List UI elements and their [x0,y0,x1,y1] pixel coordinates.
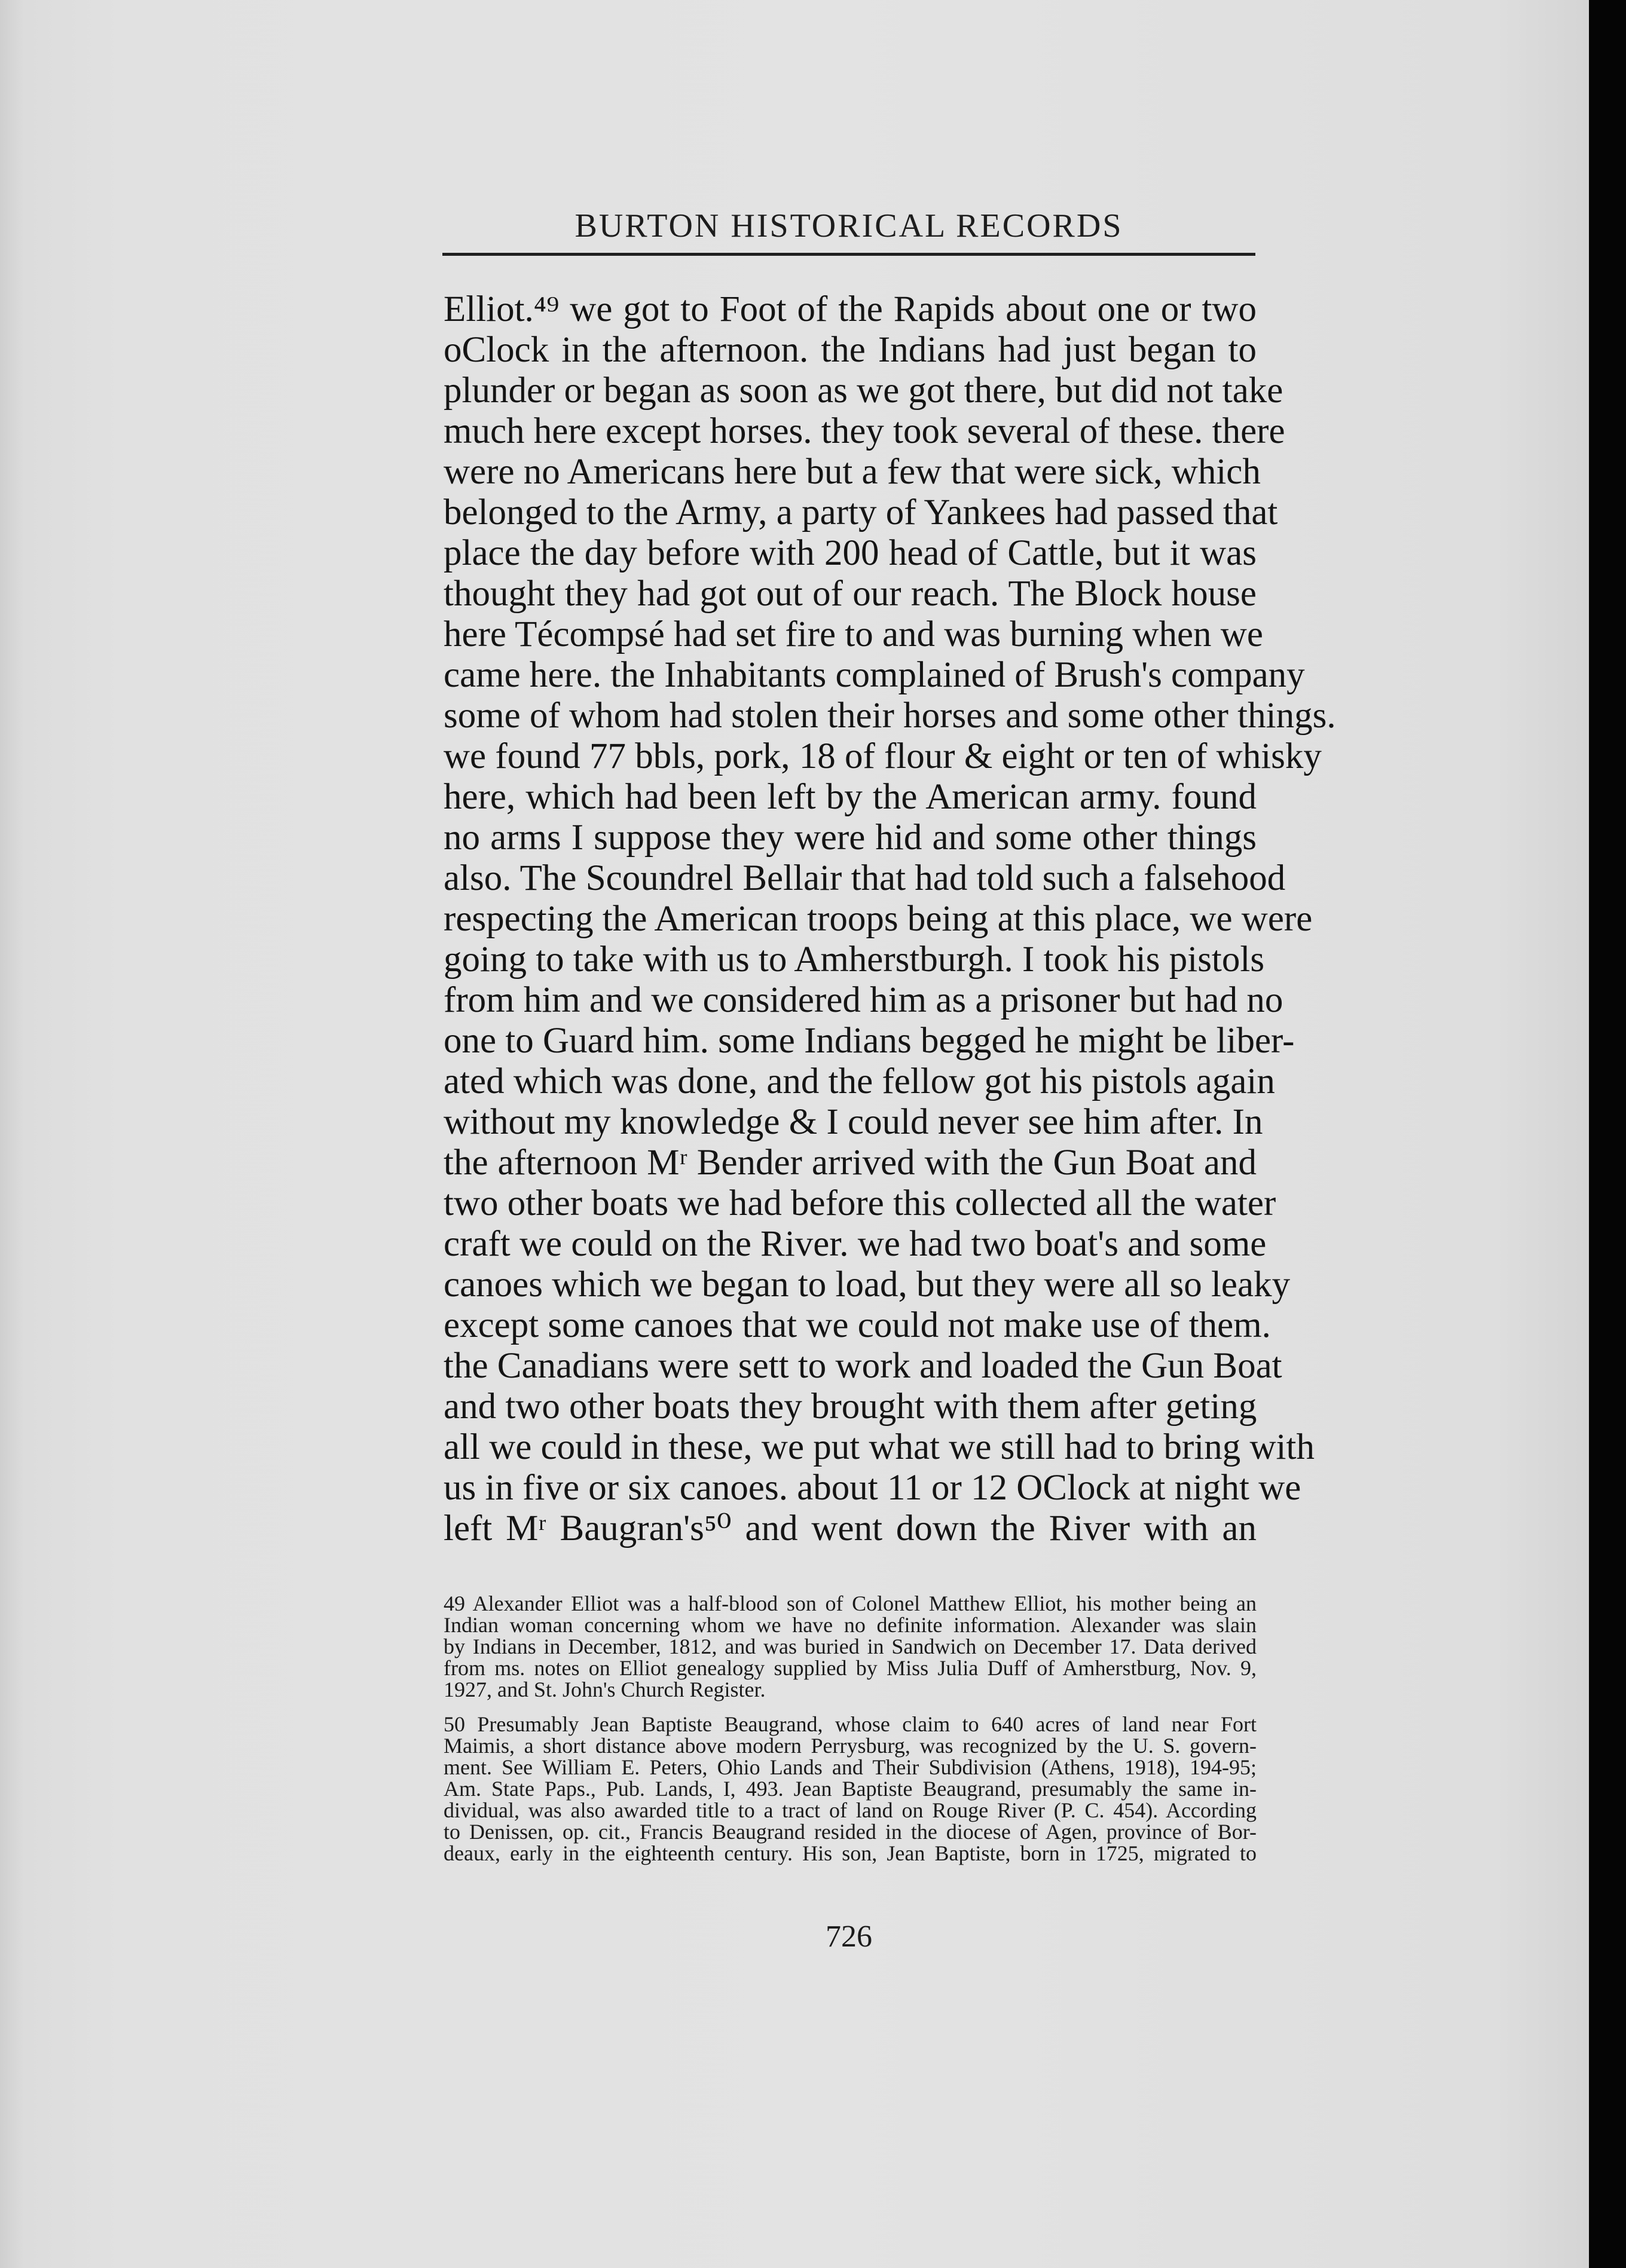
body-line: the afternoon Mʳ Bender arrived with the Gun Boat and [444,1143,1257,1183]
body-line: also. The Scoundrel Bellair that had told such a falsehood [444,858,1286,898]
footnotes [444,1593,1257,1864]
footnote-line: Am. State Paps., Pub. Lands, I, 493. Jean Baptiste Beaugrand, presumably the same in- [444,1777,1257,1801]
body-line: oClock in the afternoon. the Indians had just began to [444,330,1257,370]
body-line: ated which was done, and the fellow got his pistols again [444,1061,1275,1101]
body-line: respecting the American troops being at this place, we were [444,899,1313,939]
body-line: thought they had got out of our reach. The Block house [444,574,1257,614]
body-line: here Técompsé had set fire to and was burning when we [444,614,1263,654]
body-line: no arms I suppose they were hid and some other things [444,818,1257,858]
body-line: belonged to the Army, a party of Yankees had passed that [444,492,1278,532]
body-line: came here. the Inhabitants complained of Brush's company [444,655,1305,695]
footnote-line: Indian woman concerning whom we have no definite information. Alexander was slain [444,1613,1257,1637]
footnote-line: deaux, early in the eighteenth century. His son, Jean Baptiste, born in 1725, migrated to [444,1841,1257,1865]
body-line: canoes which we began to load, but they were all so leaky [444,1265,1291,1305]
footnote-50 [444,1713,1257,1864]
body-line: some of whom had stolen their horses and some other things. [444,696,1336,736]
footnote-line: by Indians in December, 1812, and was buried in Sandwich on December 17. Data derived [444,1635,1257,1658]
body-line: from him and we considered him as a prisoner but had no [444,980,1283,1020]
footnote-line: Maimis, a short distance above modern Perrysburg, was recognized by the U. S. govern- [444,1734,1257,1758]
body-line: and two other boats they brought with them after geting [444,1386,1257,1427]
footnote-gap [444,1700,1257,1713]
body-line: the Canadians were sett to work and loaded the Gun Boat [444,1346,1282,1386]
body-line: left Mʳ Baugran's⁵⁰ and went down the River with an [444,1508,1257,1548]
body-line: craft we could on the River. we had two boat's and some [444,1224,1267,1264]
body-line: us in five or six canoes. about 11 or 12 OClock at night we [444,1468,1301,1508]
body-line: Elliot.⁴⁹ we got to Foot of the Rapids about one or two [444,289,1257,329]
footnote-line: 50 Presumably Jean Baptiste Beaugrand, whose claim to 640 acres of land near Fort [444,1712,1257,1736]
running-head: BURTON HISTORICAL RECORDS [574,207,1123,244]
footnote-line: ment. See William E. Peters, Ohio Lands and Their Subdivision (Athens, 1918), 194-95; [444,1755,1257,1779]
body-line: except some canoes that we could not make use of them. [444,1305,1271,1345]
body-line: much here except horses. they took several of these. there [444,411,1285,451]
scan-edge-shadow [1589,0,1626,2268]
body-line: place the day before with 200 head of Cattle, but it was [444,533,1257,573]
body-line: two other boats we had before this collected all the water [444,1183,1276,1223]
body-line: going to take with us to Amherstburgh. I took his pistols [444,939,1265,980]
body-line: all we could in these, we put what we still had to bring with [444,1427,1315,1467]
footnote-line: dividual, was also awarded title to a tract of land on Rouge River (P. C. 454). According [444,1798,1257,1822]
footnote-49 [444,1593,1257,1700]
body-text [444,289,1336,1549]
body-line: without my knowledge & I could never see him after. In [444,1102,1263,1142]
body-line: here, which had been left by the American army. found [444,777,1257,817]
running-head-rule [442,253,1255,256]
body-line: we found 77 bbls, pork, 18 of flour & eight or ten of whisky [444,736,1322,776]
body-line: were no Americans here but a few that were sick, which [444,452,1261,492]
footnote-line: 1927, and St. John's Church Register. [444,1678,766,1701]
footnote-line: 49 Alexander Elliot was a half-blood son of Colonel Matthew Elliot, his mother being an [444,1591,1257,1615]
body-line: plunder or began as soon as we got there, but did not take [444,371,1283,411]
body-line: one to Guard him. some Indians begged he might be liber- [444,1021,1295,1061]
footnote-line: to Denissen, op. cit., Francis Beaugrand resided in the diocese of Agen, province of Bor- [444,1820,1257,1844]
footnote-line: from ms. notes on Elliot genealogy supplied by Miss Julia Duff of Amherstburg, Nov. 9, [444,1656,1257,1680]
page-number: 726 [826,1920,872,1954]
